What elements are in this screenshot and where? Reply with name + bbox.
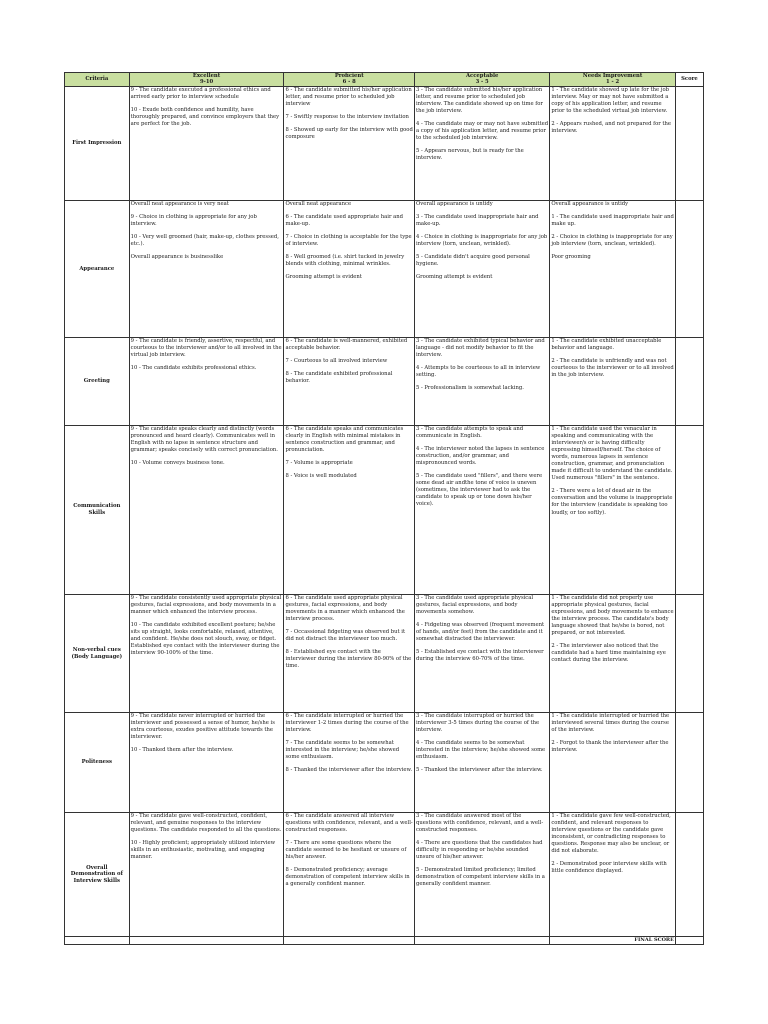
- criterion-label: Non-verbal cues (Body Language): [65, 595, 130, 713]
- descriptor: 4 - Fidgeting was observed (frequent movement of hands, and/or feet) from the candidate and it somewhat distracted the interviewer.: [415, 622, 546, 643]
- rubric-row: [65, 595, 704, 713]
- descriptor: 1 - The candidate showed up late for the job interview. May or may not have submitted a copy of his application letter, and resume prior to the scheduled virtual job interview.: [551, 87, 671, 115]
- descriptor: 8 - The candidate exhibited professional behavior.: [285, 371, 395, 385]
- descriptor: 10 - The candidate exhibited excellent posture; he/she sits up straight, looks comfortable, relaxed, attentive, and confident. He/she does not slouch, sway, or fidget. Established eye contact with the interviewer during the interview 90-100% of the time.: [130, 622, 282, 657]
- descriptor: 8 - Thanked the interviewer after the interview.: [285, 767, 413, 774]
- excellent-label: Excellent: [192, 73, 221, 79]
- descriptor: Overall neat appearance: [285, 201, 352, 207]
- criteria-header: Criteria: [65, 73, 130, 87]
- descriptor: 8 - Established eye contact with the interviewer during the interview 80-90% of the time.: [285, 649, 413, 670]
- proficient-range: 6 - 8: [342, 79, 356, 86]
- excellent-cell: [129, 426, 284, 595]
- rubric-row: [65, 87, 704, 201]
- descriptor: 9 - Choice in clothing is appropriate for any job interview.: [130, 214, 259, 228]
- rubric-row: [65, 713, 704, 813]
- descriptor: 9 - The candidate gave well-constructed, confident, relevant, and genuine responses to the interview questions. The candidate responded to all the questions.: [130, 813, 282, 834]
- descriptor: 10 - Exude both confidence and humility, have thoroughly prepared, and convince employers that they are perfect for the job.: [130, 107, 281, 128]
- acceptable-cell: [414, 713, 549, 813]
- descriptor: Overall appearance is businesslike: [130, 254, 224, 261]
- header-row: [65, 73, 704, 87]
- score-input-cell[interactable]: [675, 201, 703, 338]
- descriptor: 1 - The candidate interrupted or hurried the interviewed several times during the course of the interview.: [551, 713, 671, 734]
- descriptor: 7 - Occassional fidgeting was observed but it did not distract the interviewer too much.: [285, 629, 407, 643]
- descriptor: 9 - The candidate consistently used appropriate physical gestures, facial expressions, and body movements in a manner which enhanced the interview process.: [130, 595, 283, 616]
- needs-range: 1 - 2: [606, 79, 620, 86]
- descriptor: Overall appearance is untidy: [551, 201, 629, 207]
- criterion-label: First Impression: [65, 87, 130, 201]
- descriptor: 2 - Appears rushed, and not prepared for the interview.: [551, 121, 673, 135]
- descriptor: 7 - Choice in clothing is acceptable for the type of interview.: [285, 234, 414, 248]
- descriptor: 1 - The candidate used inappropriate hair and make up.: [551, 214, 674, 228]
- descriptor: 8 - Well groomed (i.e. shirt tucked in jewelry blends with clothing, minimal wrinkles.: [285, 254, 406, 268]
- acceptable-cell: [414, 338, 549, 426]
- proficient-cell: [284, 87, 414, 201]
- score-input-cell[interactable]: [675, 595, 703, 713]
- descriptor: 7 - Volume is appropriate: [285, 460, 353, 467]
- acceptable-label: Acceptable: [465, 73, 499, 79]
- descriptor: 9 - The candidate speaks clearly and distinctly (words pronounced and heard clearly). Communicates well in English with no lapse in sentence structure and grammar; speaks concisely with correct pronunciation.: [130, 426, 278, 454]
- descriptor: 8 - Demonstrated proficiency; average demonstration of competent interview skills in a generally confident manner.: [285, 867, 412, 888]
- descriptor: 1 - The candidate exhibited unacceptable behavior and language.: [551, 338, 664, 352]
- acceptable-cell: [414, 426, 549, 595]
- descriptor: 6 - The candidate is well-mannered, exhibited acceptable behavior.: [285, 338, 409, 352]
- descriptor: 1 - The candidate did not properly use appropriate physical gestures, facial expressions, and body movements to enhance the interview process. The candidate's body language showed that he/she is bored, not prepared, or not interested.: [551, 595, 676, 637]
- descriptor: 10 - The candidate exhibits professional ethics.: [130, 365, 257, 372]
- excellent-header: [129, 73, 284, 87]
- descriptor: 6 - The candidate answered all interview questions with confidence, relevant, and a well-constructed responses.: [285, 813, 413, 834]
- excellent-cell: [129, 201, 284, 338]
- excellent-cell: [129, 595, 284, 713]
- final-score-label: FINAL SCORE: [550, 937, 676, 945]
- final-score-row: [65, 937, 704, 945]
- excellent-cell: [129, 713, 284, 813]
- needs-improvement-cell: [550, 813, 676, 937]
- acceptable-header: [414, 73, 549, 87]
- descriptor: 2 - The interviewer also noticed that the candidate had a hard time maintaining eye contact during the interview.: [551, 643, 668, 664]
- descriptor: 2 - Demonstrated poor interview skills with little confidence displayed.: [551, 861, 669, 875]
- needs-improvement-cell: [550, 595, 676, 713]
- rubric-row: [65, 813, 704, 937]
- descriptor: 6 - The candidate interrupted or hurried the interviewer 1-2 times during the course of the interview.: [285, 713, 411, 734]
- score-input-cell[interactable]: [675, 338, 703, 426]
- descriptor: 10 - Thanked them after the interview.: [130, 747, 234, 754]
- criterion-label: Appearance: [65, 201, 130, 338]
- descriptor: 5 - Appears nervous, but is ready for the interview.: [415, 148, 526, 162]
- rubric-body: [65, 87, 704, 945]
- descriptor: Overall neat appearance is very neat: [130, 201, 229, 207]
- descriptor: 1 - The candidate used the venacular in speaking and communicating with the interviewer/s or is having difficulty expressing himself/herself. The choice of words, numerous lapses in sentence construction, grammar, and pronunciation made it difficult to understand the candidate. Used numerous "fillers" in the sentence.: [551, 426, 675, 482]
- descriptor: 6 - The candidate used appropriate physical gestures, facial expressions, and body movements in a manner which enhanced the interview process.: [285, 595, 407, 623]
- descriptor: 5 - The candidate used "fillers", and there were some dead air andthe tone of voice is uneven (sometimes, the interviewer had to ask the candidate to speak up or tone down his/her voice).: [415, 473, 544, 508]
- criterion-label: Greeting: [65, 338, 130, 426]
- descriptor: 4 - Choice in clothing is inappropriate for any job interview (torn, unclean, wrinkled).: [415, 234, 549, 248]
- descriptor: 4 - Attempts to be courteous to all in interview setting.: [415, 365, 542, 379]
- acceptable-cell: [414, 87, 549, 201]
- final-score-input[interactable]: [675, 937, 703, 945]
- descriptor: 3 - The candidate answered most of the questions with confidence, relevant, and a well-constructed responses.: [415, 813, 544, 834]
- descriptor: 2 - There were a lot of dead air in the conversation and the volume is inappropriate for the interview (candidate is speaking too loudly, or too softly).: [551, 488, 675, 516]
- score-input-cell[interactable]: [675, 87, 703, 201]
- proficient-cell: [284, 338, 414, 426]
- descriptor: 9 - The candidate never interrupted or hurried the interviewer and possessed a sense of humor, he/she is extra courteous, exudes positive attitude towards the interviewer.: [130, 713, 277, 741]
- descriptor: 4 - There are questions that the candidates had difficulty in responding or he/she sounded unsure of his/her answer.: [415, 840, 545, 861]
- descriptor: 10 - Volume conveys business tone.: [130, 460, 225, 467]
- needs-improvement-header: [550, 73, 676, 87]
- descriptor: 3 - The candidate attempts to speak and communicate in English.: [415, 426, 525, 440]
- excellent-cell: [129, 87, 284, 201]
- rubric-row: [65, 426, 704, 595]
- descriptor: 3 - The candidate submitted his/her application letter, and resume prior to scheduled job interview. The candidate showed up on time for the job interview.: [415, 87, 545, 115]
- needs-label: Needs Improvement: [582, 73, 643, 79]
- descriptor: 4 - The candidate may or may not have submitted a copy of his application letter, and resume prior to the scheduled job interview.: [415, 121, 550, 142]
- descriptor: Overall appearance is untidy: [415, 201, 493, 207]
- acceptable-cell: [414, 595, 549, 713]
- descriptor: 4 - The candidate seems to be somewhat interested in the interview; he/she showed some enthusiasm.: [415, 740, 547, 761]
- descriptor: 6 - The candidate speaks and communicates clearly in English with minimal mistakes in sentence construction and grammar, and pronunciation.: [285, 426, 405, 454]
- descriptor: 7 - Swiftly response to the interview invitation: [285, 114, 409, 121]
- needs-improvement-cell: [550, 201, 676, 338]
- descriptor: 2 - The candidate is unfriendly and was not courteous to the interviewer or to all involved in the job interview.: [551, 358, 674, 379]
- proficient-cell: [284, 813, 414, 937]
- score-input-cell[interactable]: [675, 426, 703, 595]
- descriptor: 1 - The candidate gave few well-constructed, confident, and relevant responses to interview questions or the candidate gave inconsistent, or contradicting responses to questions. Response may also be unclear, or did not elaborate.: [551, 813, 673, 855]
- acceptable-cell: [414, 813, 549, 937]
- rubric-table: [64, 72, 704, 945]
- descriptor: 3 - The candidate used inappropriate hair and make-up.: [415, 214, 541, 228]
- descriptor: Poor grooming: [551, 254, 591, 261]
- descriptor: 5 - Demonstrated limited proficiency; limited demonstration of competent interview skills in a generally confident manner.: [415, 867, 547, 888]
- descriptor: Grooming attempt is evident: [285, 274, 362, 281]
- rubric-row: [65, 201, 704, 338]
- descriptor: 7 - Courteous to all involved interview: [285, 358, 388, 365]
- proficient-header: [284, 73, 414, 87]
- proficient-cell: [284, 201, 414, 338]
- descriptor: 2 - Choice in clothing is inappropriate for any job interview (torn, unclean, wrinkled).: [551, 234, 675, 248]
- proficient-cell: [284, 595, 414, 713]
- descriptor: 6 - The candidate submitted his/her application letter, and resume prior to scheduled job interview: [285, 87, 414, 108]
- descriptor: 5 - Established eye contact with the interviewer during the interview 60-70% of the time.: [415, 649, 546, 663]
- excellent-cell: [129, 813, 284, 937]
- descriptor: 3 - The candidate interrupted or hurried the interviewer 3-5 times during the course of the interview.: [415, 713, 541, 734]
- descriptor: 5 - Professionalism is somewhat lacking.: [415, 385, 524, 392]
- needs-improvement-cell: [550, 338, 676, 426]
- needs-improvement-cell: [550, 426, 676, 595]
- descriptor: 5 - Candidate didn't acquire good personal hygiene.: [415, 254, 532, 268]
- proficient-cell: [284, 426, 414, 595]
- descriptor: 4 - The interviewer noted the lapses in sentence construction, and/or grammar, and mispronounced words.: [415, 446, 546, 467]
- needs-improvement-cell: [550, 713, 676, 813]
- descriptor: 3 - The candidate exhibited typical behavior and language - did not modify behavior to fit the interview.: [415, 338, 547, 359]
- rubric-row: [65, 338, 704, 426]
- descriptor: 8 - Voice is well modulated: [285, 473, 357, 480]
- descriptor: 10 - Very well groomed (hair, make-up, clothes pressed, etc.).: [130, 234, 281, 248]
- score-header: Score: [675, 73, 703, 87]
- descriptor: 9 - The candidate executed a professional ethics and arrived early prior to interview schedule: [130, 87, 273, 101]
- descriptor: 5 - Thanked the interviewer after the interview.: [415, 767, 543, 774]
- descriptor: 9 - The candidate is friendly, assertive, respectful, and courteous to the interviewer and/or to all involved in the virtual job interview.: [130, 338, 284, 359]
- descriptor: Grooming attempt is evident: [415, 274, 493, 281]
- acceptable-cell: [414, 201, 549, 338]
- excellent-range: 9-10: [199, 79, 214, 86]
- descriptor: 8 - Showed up early for the interview with good composure: [285, 127, 415, 141]
- descriptor: 6 - The candidate used appropriate hair and make-up.: [285, 214, 405, 228]
- acceptable-range: 3 - 5: [475, 79, 489, 86]
- descriptor: 2 - Forgot to thank the interviewer after the interview.: [551, 740, 671, 754]
- criterion-label: Politeness: [65, 713, 130, 813]
- proficient-cell: [284, 713, 414, 813]
- needs-improvement-cell: [550, 87, 676, 201]
- descriptor: 10 - Highly proficient; appropriately utilized interview skills in an enthusiastic, motivating, and engaging manner.: [130, 840, 277, 861]
- descriptor: 7 - There are some questions where the candidate seemed to be hesitant or unsure of his/her answer.: [285, 840, 408, 861]
- score-input-cell[interactable]: [675, 713, 703, 813]
- proficient-label: Proficient: [334, 73, 364, 79]
- score-input-cell[interactable]: [675, 813, 703, 937]
- criterion-label: Communication Skills: [65, 426, 130, 595]
- excellent-cell: [129, 338, 284, 426]
- descriptor: 3 - The candidate used appropriate physical gestures, facial expressions, and body movements somehow.: [415, 595, 535, 616]
- criterion-label: Overall Demonstration of Interview Skills: [65, 813, 130, 937]
- descriptor: 7 - The candidate seems to be somewhat interested in the interview; he/she showed some enthusiasm.: [285, 740, 401, 761]
